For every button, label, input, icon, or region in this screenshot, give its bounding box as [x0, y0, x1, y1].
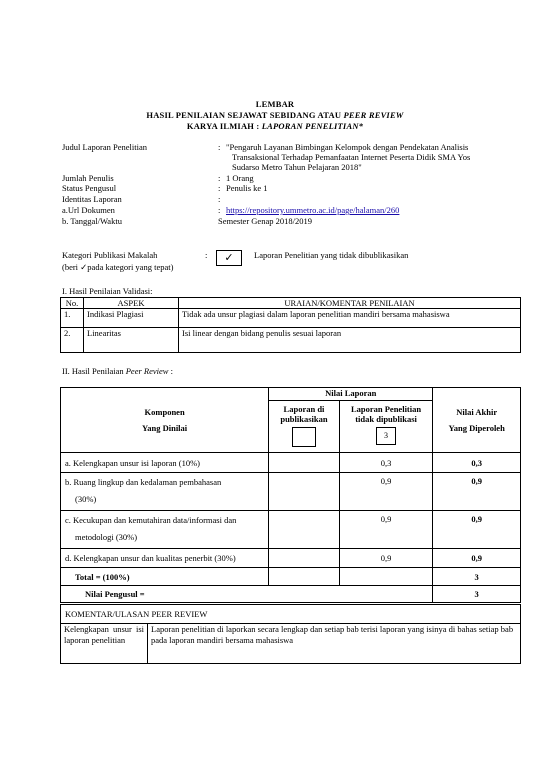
status-value: Penulis ke 1	[226, 183, 268, 193]
peer-header-dipublikasikan	[269, 401, 340, 453]
judul-label: Judul Laporan Penelitian	[62, 142, 147, 152]
peer-title-a: II. Hasil Penilaian	[62, 366, 126, 376]
komentar-text: Laporan penelitian di laporkan secara lengkap dan setiap bab terisi laporan yang isinya di bahas setiap bab pada laporan mandiri bersama mahasiswa	[148, 624, 521, 664]
validasi-cell-no: 2.	[61, 328, 84, 353]
dipublikasikan-checkbox[interactable]	[292, 427, 316, 447]
doc-title-line3-b: LAPORAN PENELITIAN*	[261, 121, 364, 131]
peer-header-nilai-laporan: Nilai Laporan	[269, 388, 433, 401]
doc-title-lembar: LEMBAR	[255, 99, 295, 109]
peer-cell-komponen	[61, 511, 269, 549]
table-row	[61, 549, 521, 568]
peer-cell-akhir: 0,3	[433, 453, 521, 473]
status-colon: :	[218, 183, 221, 193]
doc-title-line2	[0, 110, 550, 120]
doc-title-line2-b: PEER REVIEW	[343, 110, 404, 120]
validasi-cell-uraian: Isi linear dengan bidang penulis sesuai laporan	[179, 328, 521, 353]
peer-table	[60, 387, 521, 603]
url-link[interactable]: https://repository.ummetro.ac.id/page/halaman/260	[226, 205, 400, 215]
validasi-header-no: No.	[61, 298, 84, 309]
kategori-label: Kategori Publikasi Makalah	[62, 250, 158, 260]
table-row	[61, 624, 521, 664]
komentar-aspect: Kelengkapan unsur isi laporan penelitian	[61, 624, 148, 664]
peer-cell-komponen-line2: (30%)	[75, 494, 97, 504]
peer-total-row	[61, 568, 521, 586]
peer-header-tidak-1: Laporan Penelitian	[350, 404, 422, 414]
validasi-header-uraian: URAIAN/KOMENTAR PENILAIAN	[179, 298, 521, 309]
kategori-value: Laporan Penelitian yang tidak dibublikasikan	[254, 250, 409, 260]
peer-cell-tidak: 0,9	[339, 549, 433, 568]
tanggal-label: b. Tanggal/Waktu	[62, 216, 122, 226]
doc-title-line3-a: KARYA ILMIAH :	[186, 121, 262, 131]
peer-cell-komponen-line1: b. Ruang lingkup dan kedalaman pembahasan	[65, 477, 222, 487]
peer-header-dipublikasikan-2: publikasikan	[280, 414, 328, 424]
peer-cell-tidak: 0,3	[339, 453, 433, 473]
komentar-table	[60, 604, 521, 664]
judul-value-3: Sudarso Metro Tahun Pelajaran 2018"	[232, 162, 362, 172]
peer-total-empty-2	[339, 568, 433, 586]
kategori-row	[62, 250, 532, 280]
peer-cell-dipublikasikan	[269, 453, 340, 473]
peer-cell-tidak: 0,9	[339, 473, 433, 511]
table-row	[61, 511, 521, 549]
peer-cell-dipublikasikan	[269, 511, 340, 549]
kategori-note: (beri ✓pada kategori yang tepat)	[62, 262, 174, 272]
kategori-checkbox[interactable]: ✓	[216, 250, 242, 266]
komentar-header-row	[61, 605, 521, 624]
validasi-title: I. Hasil Penilaian Validasi:	[62, 286, 153, 296]
doc-title-line2-a: HASIL PENILAIAN SEJAWAT SEBIDANG ATAU	[146, 110, 344, 120]
peer-pengusul-label: Nilai Pengusul =	[61, 586, 433, 603]
validasi-table	[60, 297, 521, 353]
table-row	[61, 328, 521, 353]
peer-cell-komponen-line1: c. Kecukupan dan kemutahiran data/informasi dan	[65, 515, 237, 525]
peer-header-tidak	[339, 401, 433, 453]
peer-header-row-1	[61, 388, 521, 401]
peer-cell-komponen: d. Kelengkapan unsur dan kualitas penerbit (30%)	[61, 549, 269, 568]
peer-header-akhir-2: Yang Diperoleh	[448, 423, 505, 433]
validasi-cell-uraian: Tidak ada unsur plagiasi dalam laporan penelitian mandiri bersama mahasiswa	[179, 309, 521, 328]
validasi-cell-no: 1.	[61, 309, 84, 328]
peer-total-value: 3	[433, 568, 521, 586]
peer-title-c: :	[168, 366, 173, 376]
peer-cell-komponen-line2: metodologi (30%)	[75, 532, 138, 542]
peer-header-komponen	[61, 388, 269, 453]
validasi-cell-aspek: Linearitas	[84, 328, 179, 353]
peer-header-akhir	[433, 388, 521, 453]
peer-title	[62, 366, 173, 376]
kategori-colon: :	[205, 250, 208, 260]
peer-header-dipublikasikan-1: Laporan di	[283, 404, 325, 414]
validasi-cell-aspek: Indikasi Plagiasi	[84, 309, 179, 328]
peer-total-empty-1	[269, 568, 340, 586]
peer-cell-komponen	[61, 473, 269, 511]
peer-header-tidak-2: tidak dipublikasi	[355, 414, 417, 424]
identitas-colon: :	[218, 194, 221, 204]
tidak-dipublikasi-checkbox[interactable]: 3	[376, 427, 396, 445]
judul-value-1: "Pengaruh Layanan Bimbingan Kelompok dengan Pendekatan Analisis	[226, 142, 469, 152]
peer-header-akhir-1: Nilai Akhir	[456, 407, 498, 417]
peer-total-label: Total = (100%)	[61, 568, 269, 586]
tanggal-value: Semester Genap 2018/2019	[218, 216, 312, 226]
peer-header-komponen-2: Yang Dinilai	[142, 423, 188, 433]
peer-cell-dipublikasikan	[269, 473, 340, 511]
validasi-header-aspek: ASPEK	[84, 298, 179, 309]
validasi-header-row	[61, 298, 521, 309]
doc-title-line3	[0, 121, 550, 131]
status-label: Status Pengusul	[62, 183, 117, 193]
peer-pengusul-row	[61, 586, 521, 603]
peer-pengusul-value: 3	[433, 586, 521, 603]
komentar-title: KOMENTAR/ULASAN PEER REVIEW	[61, 605, 521, 624]
peer-cell-akhir: 0,9	[433, 511, 521, 549]
jumlah-colon: :	[218, 173, 221, 183]
peer-cell-akhir: 0,9	[433, 549, 521, 568]
jumlah-value: 1 Orang	[226, 173, 254, 183]
url-label: a.Url Dokumen	[62, 205, 115, 215]
table-row	[61, 453, 521, 473]
judul-value-2: Transaksional Terhadap Pemanfaatan Internet Peserta Didik SMA Yos	[232, 152, 471, 162]
peer-cell-akhir: 0,9	[433, 473, 521, 511]
table-row	[61, 309, 521, 328]
jumlah-label: Jumlah Penulis	[62, 173, 114, 183]
identitas-label: Identitas Laporan	[62, 194, 122, 204]
judul-colon: :	[218, 142, 221, 152]
url-colon: :	[218, 205, 221, 215]
peer-cell-dipublikasikan	[269, 549, 340, 568]
judul-row	[62, 142, 532, 182]
peer-title-b: Peer Review	[125, 366, 169, 376]
table-row	[61, 473, 521, 511]
peer-cell-tidak: 0,9	[339, 511, 433, 549]
peer-cell-komponen: a. Kelengkapan unsur isi laporan (10%)	[61, 453, 269, 473]
peer-header-komponen-1: Komponen	[144, 407, 185, 417]
